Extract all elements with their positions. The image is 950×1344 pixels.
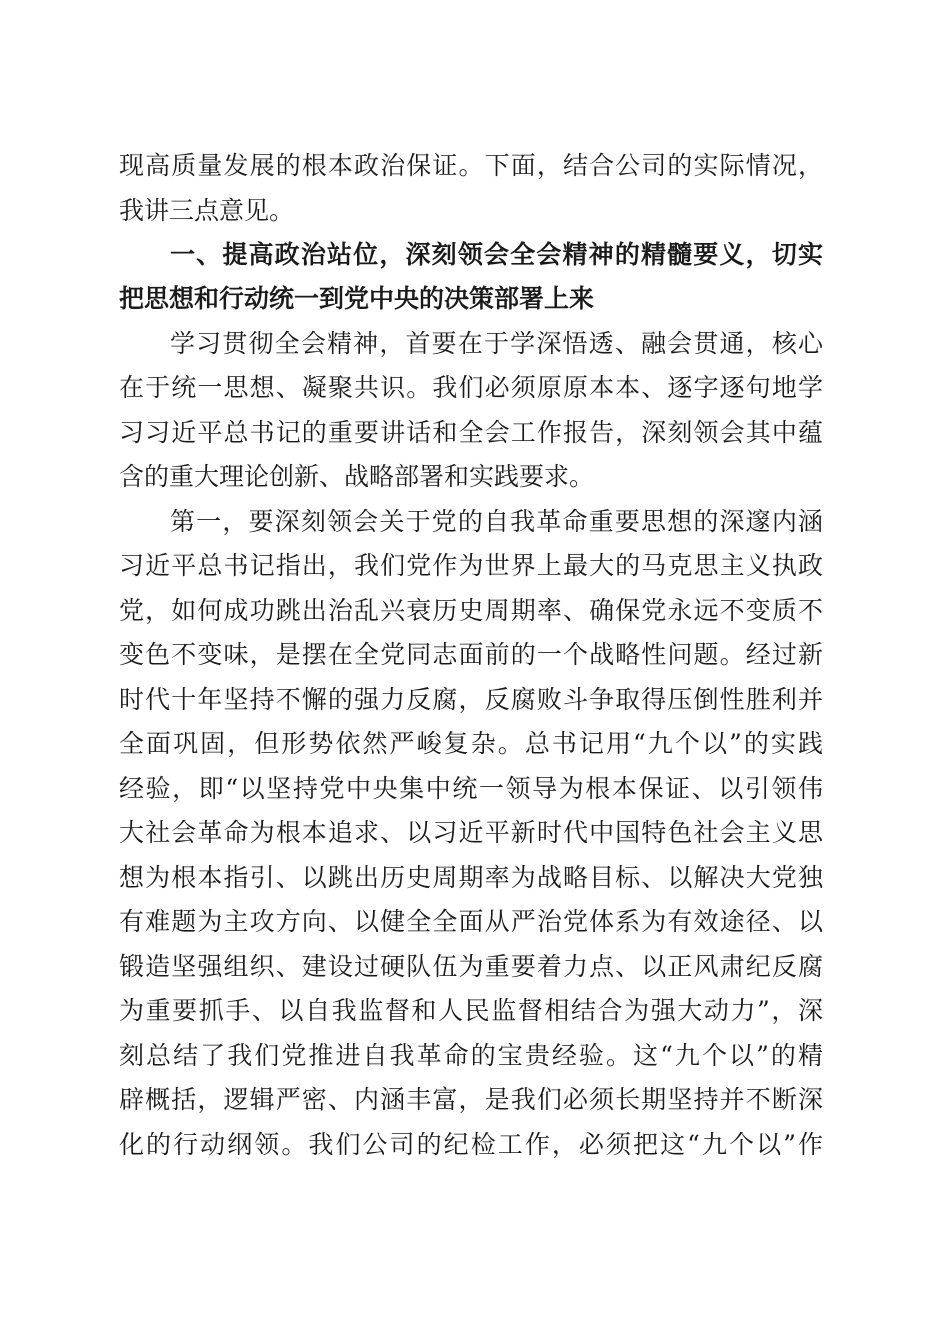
paragraph-2-line-8: 大社会革命为根本追求、以习近平新时代中国特色社会主义思 (119, 818, 823, 847)
paragraph-2-line-13: 刻总结了我们党推进自我革命的宝贵经验。这“九个以”的精 (119, 1041, 823, 1070)
paragraph-2-line-15: 化的行动纲领。我们公司的纪检工作，必须把这“九个以”作 (119, 1130, 823, 1159)
paragraph-2-line-5: 时代十年坚持不懈的强力反腐，反腐败斗争取得压倒性胜利并 (119, 685, 823, 714)
paragraph-2-line-3: 党，如何成功跳出治乱兴衰历史周期率、确保党永远不变质不 (119, 596, 823, 625)
paragraph-2-line-14: 辟概括，逻辑严密、内涵丰富，是我们必须长期坚持并不断深 (119, 1085, 823, 1114)
paragraph-1-line-4: 含的重大理论创新、战略部署和实践要求。 (119, 462, 595, 491)
paragraph-2-line-2: 习近平总书记指出，我们党作为世界上最大的马克思主义执政 (119, 551, 823, 580)
intro-line-2: 我讲三点意见。 (119, 196, 295, 225)
paragraph-1-line-1: 学习贯彻全会精神，首要在于学深悟透、融会贯通，核心 (170, 329, 823, 358)
paragraph-1-line-2: 在于统一思想、凝聚共识。我们必须原原本本、逐字逐句地学 (119, 373, 823, 402)
paragraph-2-line-9: 想为根本指引、以跳出历史周期率为战略目标、以解决大党独 (119, 863, 823, 892)
paragraph-2-line-6: 全面巩固，但形势依然严峻复杂。总书记用“九个以”的实践 (119, 729, 823, 758)
section-heading-line-2: 把思想和行动统一到党中央的决策部署上来 (119, 284, 595, 313)
paragraph-2-line-1: 第一，要深刻领会关于党的自我革命重要思想的深邃内涵 (170, 507, 823, 536)
paragraph-2-line-10: 有难题为主攻方向、以健全全面从严治党体系为有效途径、以 (119, 907, 823, 936)
paragraph-2-line-7: 经验，即“以坚持党中央集中统一领导为根本保证、以引领伟 (119, 774, 823, 803)
intro-line-1: 现高质量发展的根本政治保证。下面，结合公司的实际情况， (119, 151, 823, 180)
paragraph-2-line-12: 为重要抓手、以自我监督和人民监督相结合为强大动力”，深 (119, 996, 823, 1025)
paragraph-1-line-3: 习习近平总书记的重要讲话和全会工作报告，深刻领会其中蕴 (119, 418, 823, 447)
paragraph-2-line-11: 锻造坚强组织、建设过硬队伍为重要着力点、以正风肃纪反腐 (119, 952, 823, 981)
paragraph-2-line-4: 变色不变味，是摆在全党同志面前的一个战略性问题。经过新 (119, 640, 823, 669)
section-heading-line-1: 一、提高政治站位，深刻领会全会精神的精髓要义，切实 (170, 240, 823, 269)
